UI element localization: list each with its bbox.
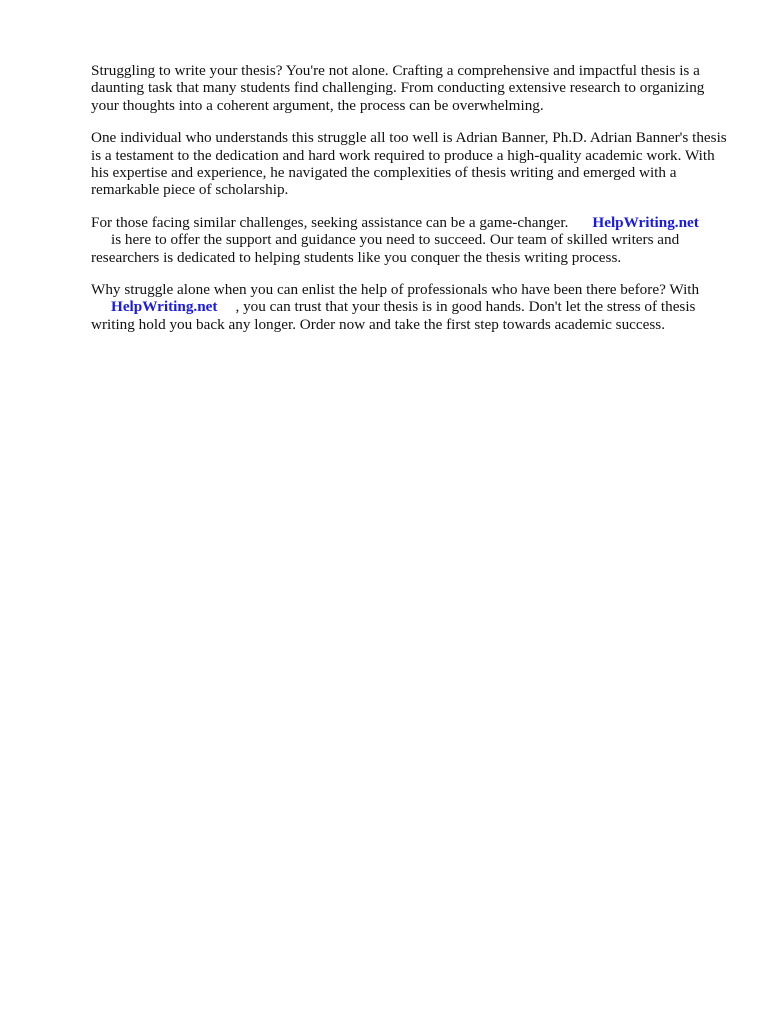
helpwriting-link-2[interactable]: HelpWriting.net xyxy=(111,298,218,316)
paragraph-adrian-banner: One individual who understands this struggle all too well is Adrian Banner, Ph.D. Adrian Banner's thesis is a testament to the dedication and hard work required to produce a high-quality academic work. With his expertise and experience, he navigated the complexities of thesis writing and emerged with a remarkable piece of scholarship. xyxy=(91,129,727,199)
paragraph-intro: Struggling to write your thesis? You're not alone. Crafting a comprehensive and impactful thesis is a daunting task that many students find challenging. From conducting extensive research to organizing your thoughts into a coherent argument, the process can be overwhelming. xyxy=(91,62,705,114)
paragraph-cta-text-after: , you can trust that your thesis is in good hands. Don't let the stress of thesis writing hold you back any longer. Order now and take the first step towards academic success. xyxy=(91,298,696,333)
helpwriting-link-1[interactable]: HelpWriting.net xyxy=(592,213,699,231)
paragraph-cta-text-before: Why struggle alone when you can enlist the help of professionals who have been there before? With xyxy=(91,281,700,299)
paragraph-assistance-text-after: is here to offer the support and guidance you need to succeed. Our team of skilled writers and researchers is dedicated to helping students like you conquer the thesis writing process. xyxy=(91,231,680,266)
paragraph-assistance-text-before: For those facing similar challenges, seeking assistance can be a game-changer. xyxy=(91,213,569,231)
paragraph-assistance xyxy=(91,214,727,266)
document-page xyxy=(91,62,727,348)
paragraph-call-to-action xyxy=(91,281,727,333)
